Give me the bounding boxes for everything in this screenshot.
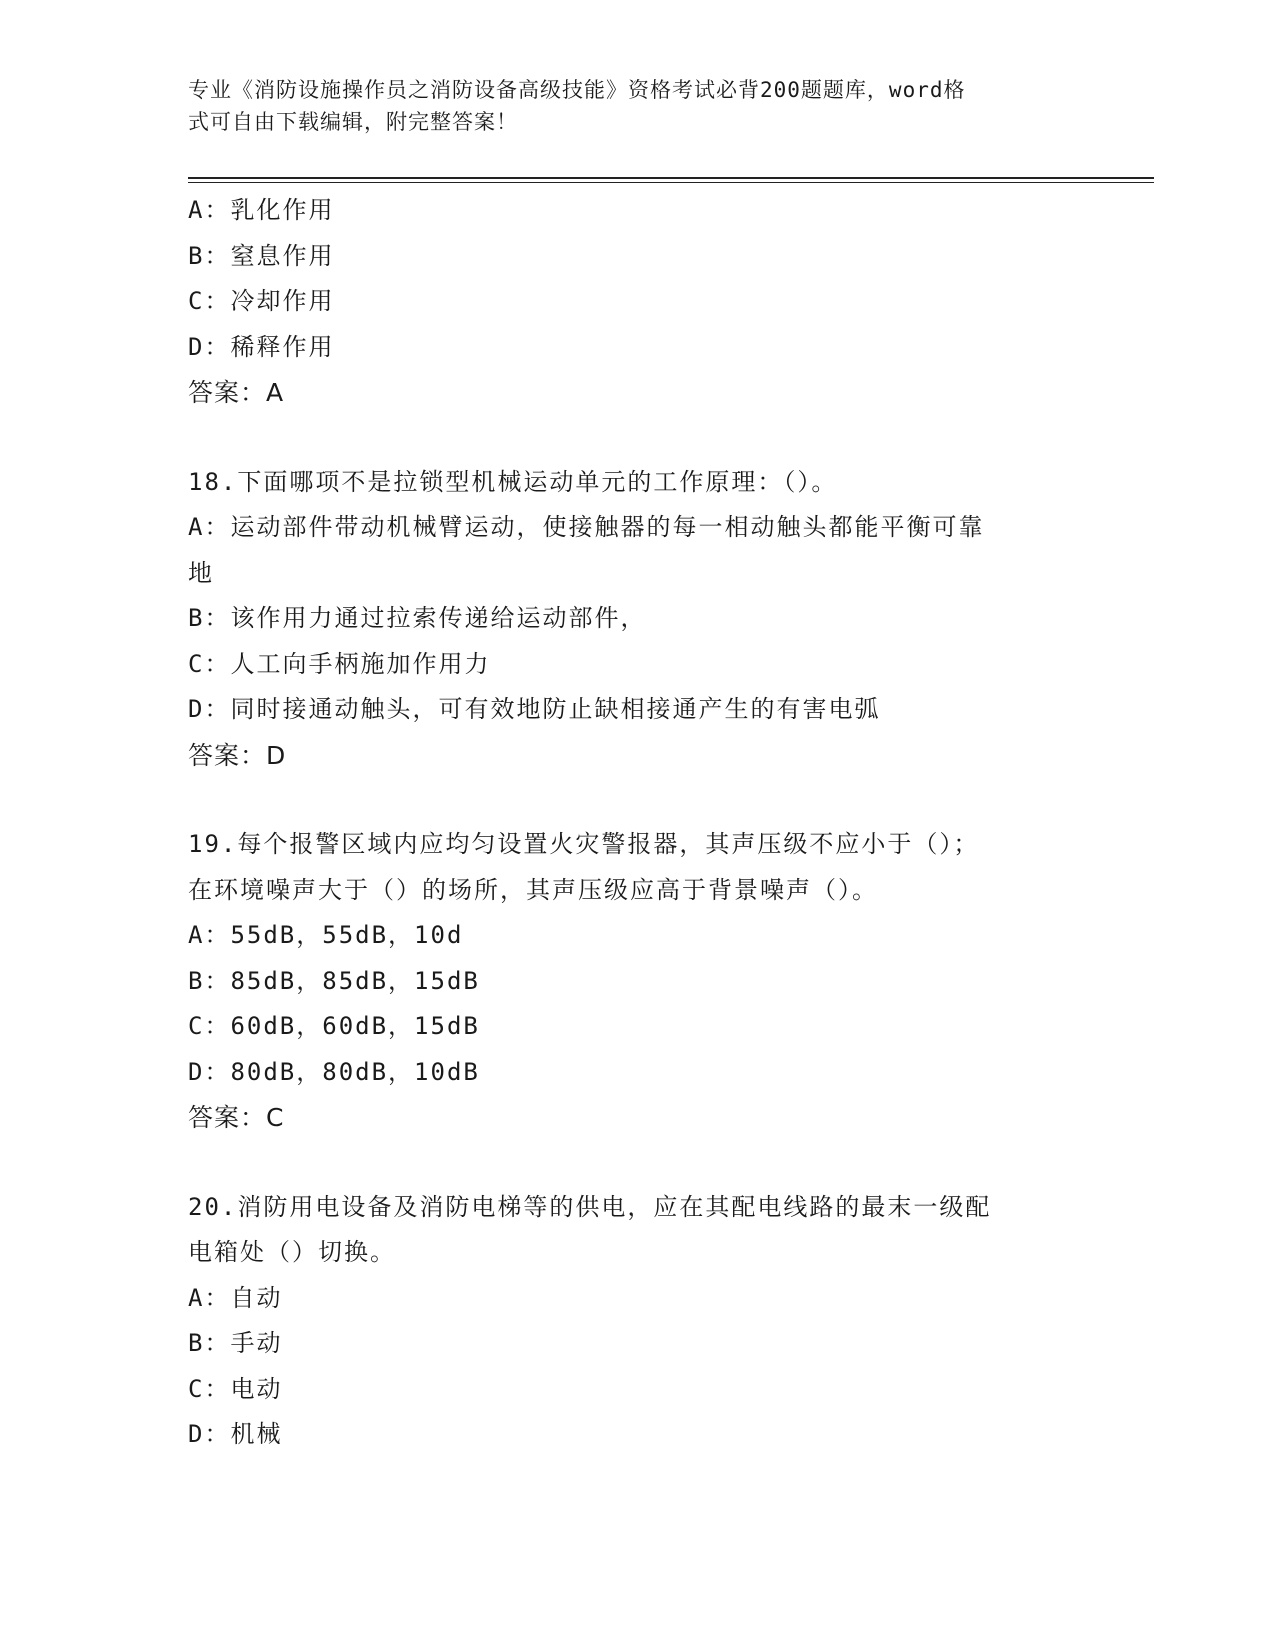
option-b: B：该作用力通过拉索传递给运动部件， — [188, 604, 647, 632]
question-19 — [188, 822, 1088, 1141]
option-b: B：85dB，85dB，15dB — [188, 966, 480, 995]
document-header — [188, 74, 1068, 138]
option-a: A：运动部件带动机械臂运动，使接触器的每一相动触头都能平衡可靠 — [188, 513, 985, 541]
question-text-line-1: 20.消防用电设备及消防电梯等的供电，应在其配电线路的最末一级配 — [188, 1192, 992, 1221]
option-b: B：手动 — [188, 1329, 283, 1357]
question-text-line-2: 在环境噪声大于（）的场所，其声压级应高于背景噪声（）。 — [188, 875, 878, 904]
option-c: C：冷却作用 — [188, 287, 335, 315]
option-d: D：稀释作用 — [188, 332, 335, 361]
question-text-line-1: 19.每个报警区域内应均匀设置火灾警报器，其声压级不应小于（）； — [188, 830, 980, 858]
question-text: 18.下面哪项不是拉锁型机械运动单元的工作原理：（）。 — [188, 467, 838, 496]
option-a: A：自动 — [188, 1283, 283, 1312]
question-content — [188, 188, 1088, 1458]
option-d: D：同时接通动触头，可有效地防止缺相接通产生的有害电弧 — [188, 695, 881, 723]
header-line-2: 式可自由下载编辑，附完整答案！ — [188, 110, 518, 134]
question-20 — [188, 1185, 1088, 1458]
option-c: C：电动 — [188, 1374, 283, 1403]
option-c: C：60dB，60dB，15dB — [188, 1012, 480, 1040]
option-c: C：人工向手柄施加作用力 — [188, 649, 491, 678]
question-18 — [188, 460, 1088, 779]
answer: 答案：A — [188, 378, 285, 407]
spacer — [188, 416, 1088, 460]
option-a: A：乳化作用 — [188, 196, 335, 224]
header-divider-thin — [188, 182, 1154, 183]
answer: 答案：C — [188, 1103, 285, 1132]
question-text-line-2: 电箱处（）切换。 — [188, 1238, 396, 1266]
header-line-1: 专业《消防设施操作员之消防设备高级技能》资格考试必背200题题库，word格 — [188, 78, 966, 102]
option-d: D：80dB，80dB，10dB — [188, 1057, 480, 1086]
option-a-continued: 地 — [188, 558, 214, 587]
option-a: A：55dB，55dB，10d — [188, 921, 464, 949]
header-divider-thick — [188, 177, 1154, 179]
option-b: B：窒息作用 — [188, 241, 335, 270]
option-d: D：机械 — [188, 1420, 283, 1448]
question-17-options — [188, 188, 1088, 416]
answer: 答案：D — [188, 740, 287, 770]
spacer — [188, 778, 1088, 822]
spacer — [188, 1141, 1088, 1185]
